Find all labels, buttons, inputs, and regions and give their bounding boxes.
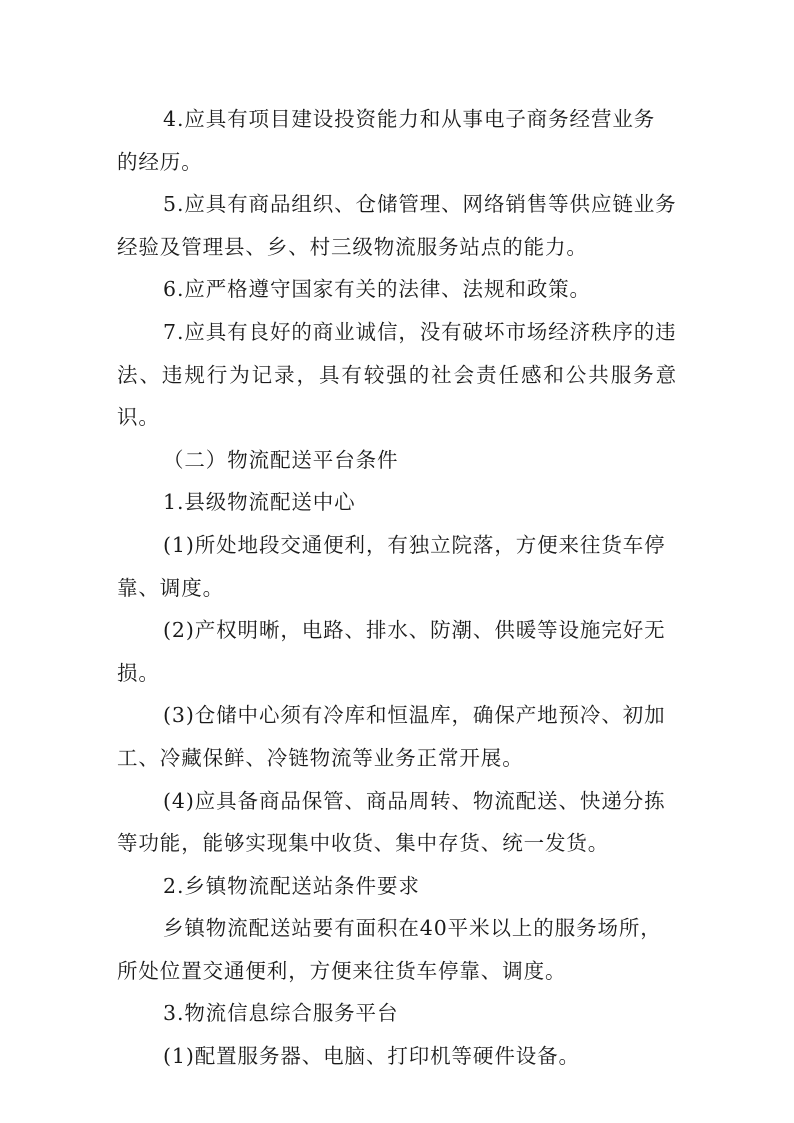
paragraph-county-item-2-line-2: 损。 <box>117 660 160 685</box>
paragraph-requirement-4-line-1: 4.应具有项目建设投资能力和从事电子商务经营业务 <box>163 107 656 131</box>
paragraph-county-item-3-line-1: (3)仓储中心须有冷库和恒温库，确保产地预冷、初加 <box>163 703 666 728</box>
document-body <box>117 98 677 1078</box>
paragraph-requirement-6: 6.应严格遵守国家有关的法律、法规和政策。 <box>163 277 591 302</box>
subheading-info-platform: 3.物流信息综合服务平台 <box>163 1001 399 1026</box>
paragraph-requirement-5-line-2: 经验及管理县、乡、村三级物流服务站点的能力。 <box>117 234 588 259</box>
paragraph-township-line-2: 所处位置交通便利，方便来往货车停靠、调度。 <box>117 958 567 983</box>
paragraph-info-platform-item-1: (1)配置服务器、电脑、打印机等硬件设备。 <box>163 1044 580 1069</box>
paragraph-requirement-5-line-1: 5.应具有商品组织、仓储管理、网络销售等供应链业务 <box>163 192 677 217</box>
subheading-county-center: 1.县级物流配送中心 <box>163 490 356 515</box>
paragraph-county-item-3-line-2: 工、冷藏保鲜、冷链物流等业务正常开展。 <box>117 745 524 770</box>
paragraph-county-item-4-line-1: (4)应具备商品保管、商品周转、物流配送、快递分拣 <box>163 788 666 813</box>
paragraph-township-line-1: 乡镇物流配送站要有面积在40平米以上的服务场所， <box>163 916 662 941</box>
paragraph-requirement-7-line-2: 法、违规行为记录，具有较强的社会责任感和公共服务意识。 <box>117 362 677 430</box>
paragraph-county-item-1-line-2: 靠、调度。 <box>117 575 224 600</box>
section-heading-logistics-platform: （二）物流配送平台条件 <box>163 447 399 472</box>
paragraph-requirement-4-line-2: 的经历。 <box>117 149 203 174</box>
paragraph-county-item-1-line-1: (1)所处地段交通便利，有独立院落，方便来往货车停 <box>163 532 666 557</box>
subheading-township-station: 2.乡镇物流配送站条件要求 <box>163 873 420 898</box>
paragraph-county-item-2-line-1: (2)产权明晰，电路、排水、防潮、供暖等设施完好无 <box>163 618 666 643</box>
paragraph-county-item-4-line-2: 等功能，能够实现集中收货、集中存货、统一发货。 <box>117 831 610 856</box>
paragraph-requirement-7-line-1: 7.应具有良好的商业诚信，没有破坏市场经济秩序的违 <box>163 319 677 344</box>
